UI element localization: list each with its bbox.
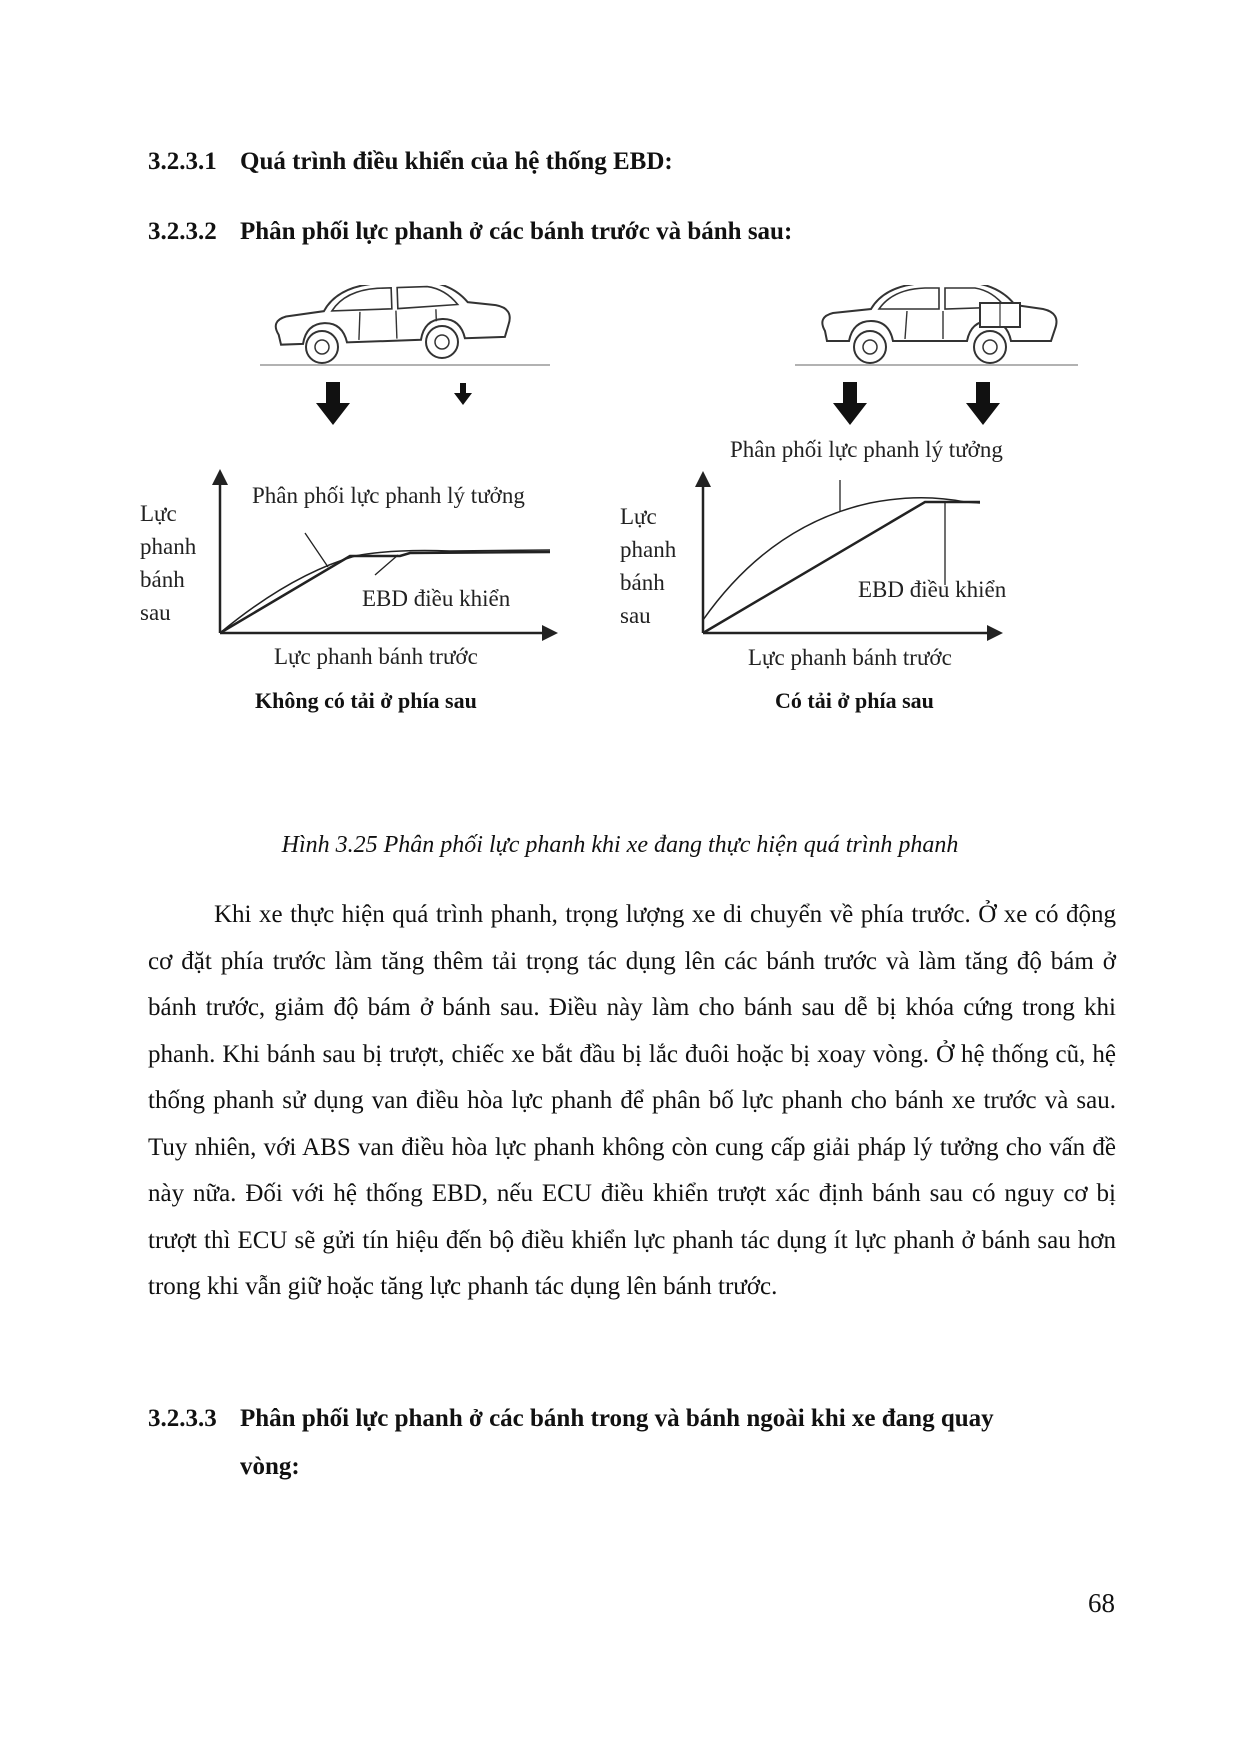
page-number: 68 xyxy=(1088,1588,1115,1618)
right-subtitle: Có tải ở phía sau xyxy=(775,688,934,713)
heading-number: 3.2.3.3 xyxy=(148,1405,217,1432)
right-ideal-label: Phân phối lực phanh lý tưởng xyxy=(730,437,1003,462)
y-label-line: Lực xyxy=(140,501,177,526)
y-label-line: bánh xyxy=(620,570,665,595)
heading-number: 3.2.3.2 xyxy=(148,218,217,245)
body-paragraph: Khi xe thực hiện quá trình phanh, trọng lượng xe di chuyển về phía trước. Ở xe có động cơ đặt phía trước làm tăng thêm tải trọng tác dụng lên các bánh trước và làm tăng độ bám ở bánh trước, giảm độ bám ở bánh sau. Điều này làm cho bánh sau dễ bị khóa cứng trong khi phanh. Khi bánh sau bị trượt, chiếc xe bắt đầu bị lắc đuôi hoặc bị xoay vòng. Ở hệ thống cũ, hệ thống phanh sử dụng van điều hòa lực phanh để phân bố lực phanh cho bánh xe trước và sau. Tuy nhiên, với ABS van điều hòa lực phanh không còn cung cấp giải pháp lý tưởng cho vấn đề này nữa. Đối với hệ thống EBD, nếu ECU điều khiển trượt xác định bánh sau có nguy cơ bị trượt thì ECU sẽ gửi tín hiệu đến bộ điều khiển lực phanh tác dụng ít lực phanh ở bánh sau hơn trong khi vẫn giữ hoặc tăng lực phanh tác dụng lên bánh trước. xyxy=(148,901,1116,1300)
left-ebd-label: EBD điều khiển xyxy=(362,586,511,611)
left-y-axis-label xyxy=(140,497,196,629)
heading-title-continuation: vòng: xyxy=(240,1453,300,1480)
car-with-load-illustration xyxy=(795,285,1078,425)
graph-with-load xyxy=(695,471,1003,641)
section-heading-3-2-3-3 xyxy=(148,1395,1078,1491)
y-label-line: phanh xyxy=(620,537,677,562)
right-ebd-label: EBD điều khiển xyxy=(858,577,1007,602)
left-x-axis-label: Lực phanh bánh trước xyxy=(274,644,478,669)
y-label-line: phanh xyxy=(140,534,197,559)
figure-brake-distribution xyxy=(140,285,1130,805)
right-x-axis-label: Lực phanh bánh trước xyxy=(748,645,952,670)
right-y-axis-label xyxy=(620,500,676,632)
y-label-line: sau xyxy=(140,600,171,625)
heading-number: 3.2.3.1 xyxy=(148,148,217,175)
y-label-line: bánh xyxy=(140,567,185,592)
figure-caption: Hình 3.25 Phân phối lực phanh khi xe đang thực hiện quá trình phanh xyxy=(281,832,959,858)
heading-title: Phân phối lực phanh ở các bánh trước và bánh sau: xyxy=(240,218,793,245)
section-heading-3-2-3-1 xyxy=(148,148,673,176)
section-heading-3-2-3-2 xyxy=(148,218,792,246)
left-subtitle: Không có tải ở phía sau xyxy=(255,688,477,713)
heading-title: Phân phối lực phanh ở các bánh trong và bánh ngoài khi xe đang quay xyxy=(240,1405,994,1432)
y-label-line: sau xyxy=(620,603,651,628)
y-label-line: Lực xyxy=(620,504,657,529)
heading-title: Quá trình điều khiển của hệ thống EBD: xyxy=(240,148,673,175)
left-ideal-label: Phân phối lực phanh lý tưởng xyxy=(252,483,525,508)
car-no-load-illustration xyxy=(260,285,550,425)
